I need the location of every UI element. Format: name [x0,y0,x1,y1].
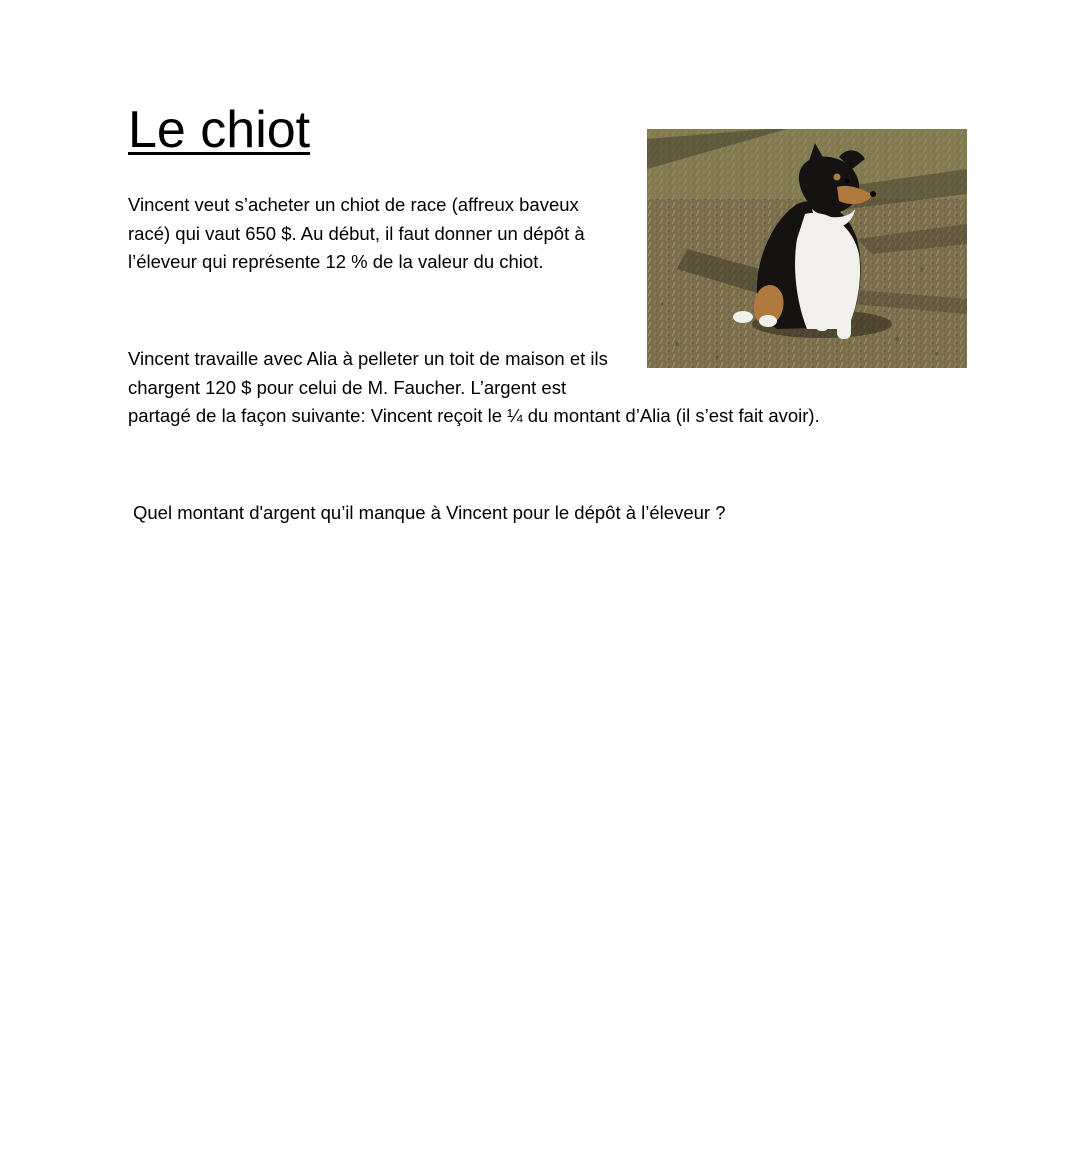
paragraph-snow-shoveling [128,345,820,431]
puppy-front-leg-left [815,279,829,331]
puppy-eye [845,179,849,183]
puppy-illustration [647,129,967,368]
puppy-eyebrow-tan [834,174,841,181]
puppy-paw [759,315,777,327]
page-title: Le chiot [128,101,311,159]
paragraph-puppy-price: Vincent veut s’acheter un chiot de race (affreux baveux racé) qui vaut 650 $. Au début, il faut donner un dépôt à l’éleveur qui représente 12 % de la valeur du chiot. [128,194,585,272]
puppy-nose [870,191,876,197]
puppy-paw-back [733,311,753,323]
question-text: Quel montant d'argent qu’il manque à Vincent pour le dépôt à l’éleveur ? [133,502,726,523]
paragraph-snow-shoveling-part1: Vincent travaille avec Alia à pelleter un toit de maison et ils chargent 120 $ pour celui de M. Faucher. L’argent est [128,348,608,398]
puppy-photo [647,129,967,368]
paragraph-snow-shoveling-part2: partagé de la façon suivante: Vincent reçoit le ¼ du montant d’Alia (il s’est fait avoir). [128,405,820,426]
puppy-front-leg-right [837,277,851,339]
